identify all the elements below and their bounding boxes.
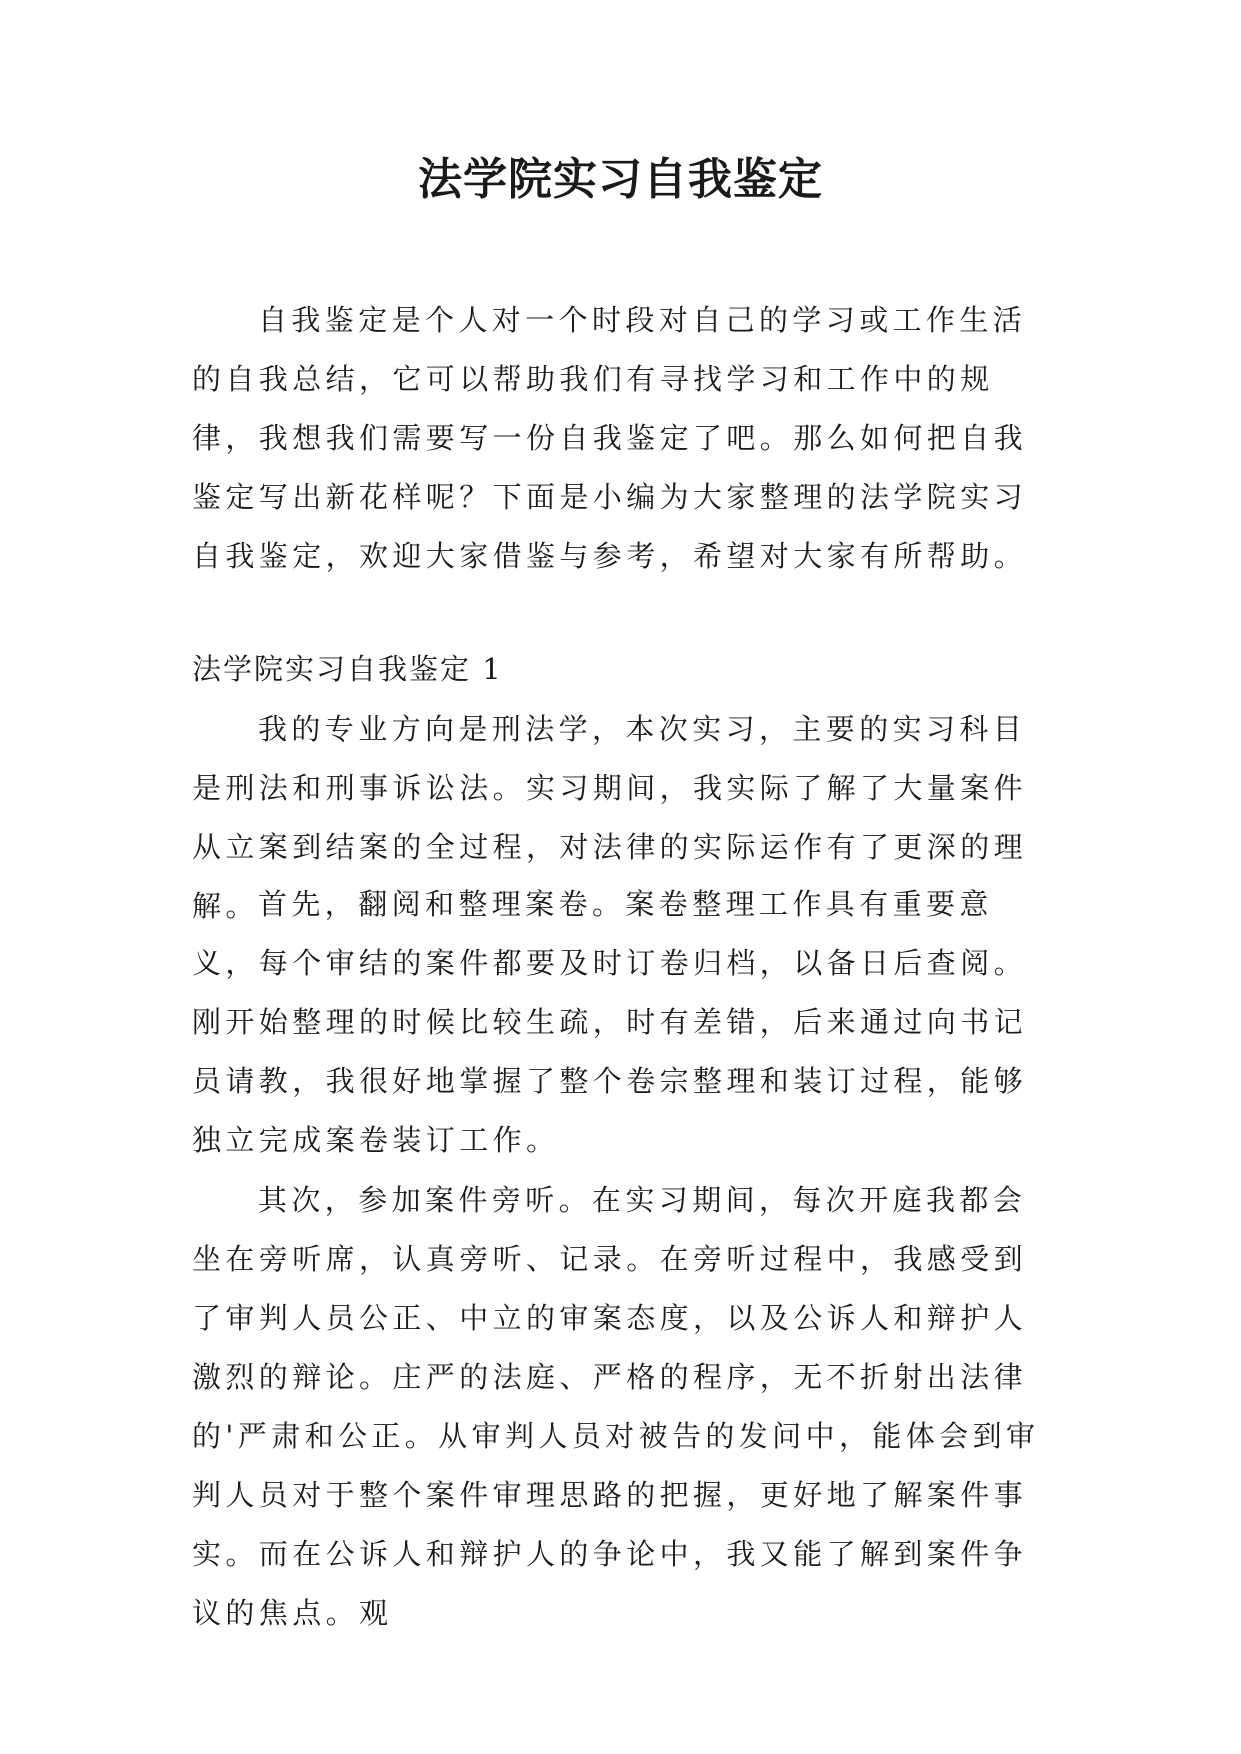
document-title: 法学院实习自我鉴定 — [418, 154, 823, 205]
section-heading: 法学院实习自我鉴定 1 — [192, 652, 503, 686]
body-paragraph: 我的专业方向是刑法学，本次实习，主要的实习科目是刑法和刑事诉讼法。实习期间，我实际了解了大量案件从立案到结案的全过程，对法律的实际运作有了更深的理解。 — [192, 712, 1028, 923]
intro-paragraph: 自我鉴定是个人对一个时段对自己的学习或工作生活的自我总结，它可以帮助我们有寻找学习和工作中的规律，我想我们需要写一份自我鉴定了吧。那么如何把自我鉴定写出新花样呢？下面是小编为大家整理的法学院实习自我鉴定，欢迎大家借鉴与参考，希望对大家有所帮助。 — [192, 303, 1028, 573]
body-paragraph: 首先，翻阅和整理案卷。案卷整理工作具有重要意义，每个审结的案件都要及时订卷归档，以备日后查阅。刚开始整理的时候比较生疏，时有差错，后来通过向书记员请教，我很好地掌握了整个卷宗整理和装订过程，能够独立完成案卷装订工作。 — [192, 887, 1028, 1157]
body-paragraph: 其次，参加案件旁听。在实习期间，每次开庭我都会坐在旁听席，认真旁听、记录。在旁听过程中，我感受到了审判人员公正、中立的审案态度，以及公诉人和辩护人激烈的辩论。庄严的法庭、严格的程序，无不折射出法律的'严肃和公正。从审判人员对被告的发问中，能体会到审判人员对于整个案件审理思路的把握，更好地了解案件事实。而在公诉人和辩护人的争论中，我又能了解到案件争议的焦点。观 — [192, 1183, 1040, 1630]
